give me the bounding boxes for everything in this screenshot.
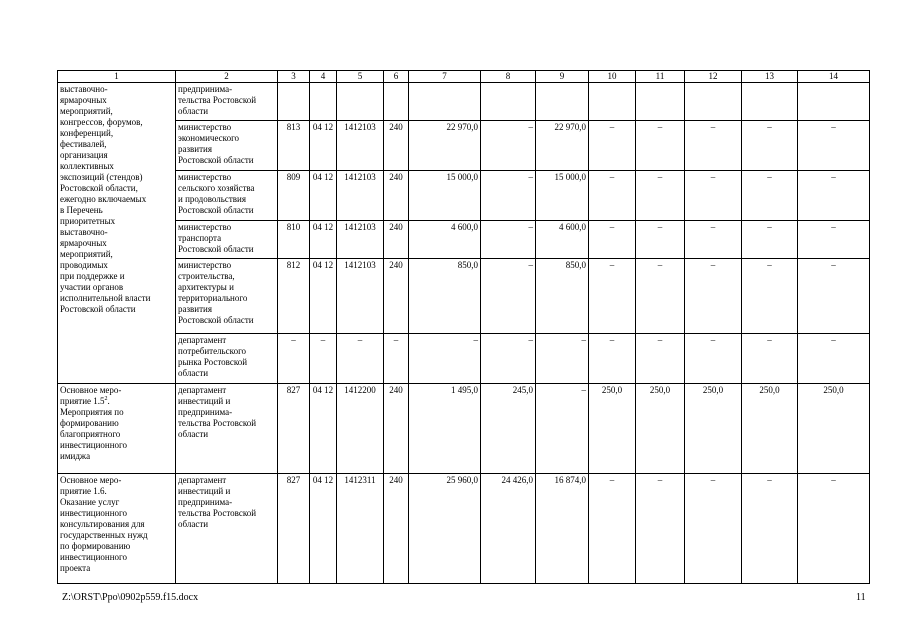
value-cell: 04 12	[310, 121, 337, 171]
table-row	[58, 121, 870, 171]
col-header: 7	[409, 71, 481, 83]
value-cell: –	[742, 334, 798, 384]
value-cell: 240	[384, 171, 409, 221]
value-cell: 04 12	[310, 474, 337, 584]
value-cell: –	[636, 334, 685, 384]
value-cell: –	[536, 334, 589, 384]
value-cell: –	[278, 334, 310, 384]
table-row	[58, 171, 870, 221]
value-cell	[589, 83, 636, 121]
value-cell: 24 426,0	[481, 474, 536, 584]
budget-table	[57, 70, 870, 584]
event-name-cell: Основное меро- приятие $1.5^2$. Мероприятия по формированию благоприятного инвестиционного имиджа	[58, 384, 176, 474]
table-row	[58, 384, 870, 474]
value-cell: –	[798, 474, 870, 584]
value-cell: 250,0	[742, 384, 798, 474]
executor-cell: предпринима- тельства Ростовской области	[176, 83, 278, 121]
value-cell: –	[636, 259, 685, 334]
value-cell: 15 000,0	[536, 171, 589, 221]
value-cell: –	[685, 221, 742, 259]
executor-cell: министерство транспорта Ростовской области	[176, 221, 278, 259]
value-cell: 250,0	[636, 384, 685, 474]
value-cell: –	[798, 259, 870, 334]
value-cell: 827	[278, 474, 310, 584]
value-cell: –	[589, 121, 636, 171]
value-cell	[481, 83, 536, 121]
value-cell	[636, 83, 685, 121]
header-row	[58, 71, 870, 83]
value-cell: –	[481, 171, 536, 221]
footnote-mark: 2	[104, 396, 108, 402]
table-row	[58, 83, 870, 121]
table-row	[58, 221, 870, 259]
value-cell: –	[685, 259, 742, 334]
value-cell: –	[742, 474, 798, 584]
value-cell: 1 495,0	[409, 384, 481, 474]
value-cell: –	[798, 121, 870, 171]
col-header: 10	[589, 71, 636, 83]
value-cell: –	[481, 334, 536, 384]
value-cell: –	[636, 474, 685, 584]
value-cell: –	[589, 221, 636, 259]
value-cell: 809	[278, 171, 310, 221]
value-cell: 4 600,0	[536, 221, 589, 259]
file-path: Z:\ORST\Ppo\0902p559.f15.docx	[62, 592, 199, 603]
value-cell: 1412103	[337, 259, 384, 334]
col-header: 14	[798, 71, 870, 83]
col-header: 3	[278, 71, 310, 83]
value-cell	[384, 83, 409, 121]
value-cell: 812	[278, 259, 310, 334]
value-cell: 850,0	[409, 259, 481, 334]
value-cell: 240	[384, 221, 409, 259]
value-cell: 04 12	[310, 259, 337, 334]
value-cell	[685, 83, 742, 121]
value-cell: –	[798, 221, 870, 259]
value-cell: –	[589, 259, 636, 334]
col-header: 5	[337, 71, 384, 83]
page-number: 11	[856, 592, 866, 603]
col-header: 1	[58, 71, 176, 83]
value-cell: –	[636, 121, 685, 171]
executor-cell: министерство сельского хозяйства и продовольствия Ростовской области	[176, 171, 278, 221]
value-cell: –	[409, 334, 481, 384]
value-cell: 1412311	[337, 474, 384, 584]
table-row	[58, 334, 870, 384]
value-cell: –	[481, 221, 536, 259]
value-cell: 4 600,0	[409, 221, 481, 259]
value-cell	[337, 83, 384, 121]
value-cell: 850,0	[536, 259, 589, 334]
value-cell: 810	[278, 221, 310, 259]
value-cell: –	[742, 171, 798, 221]
value-cell: –	[742, 121, 798, 171]
value-cell: –	[384, 334, 409, 384]
value-cell: 04 12	[310, 171, 337, 221]
value-cell: 1412103	[337, 221, 384, 259]
value-cell	[310, 83, 337, 121]
col-header: 6	[384, 71, 409, 83]
col-header: 2	[176, 71, 278, 83]
value-cell: –	[685, 334, 742, 384]
value-cell: 250,0	[589, 384, 636, 474]
value-cell: 22 970,0	[409, 121, 481, 171]
value-cell: 04 12	[310, 384, 337, 474]
value-cell: 240	[384, 259, 409, 334]
value-cell: –	[337, 334, 384, 384]
col-header: 8	[481, 71, 536, 83]
table-row	[58, 474, 870, 584]
value-cell: –	[589, 474, 636, 584]
executor-cell: департамент инвестиций и предпринима- тельства Ростовской области	[176, 474, 278, 584]
value-cell: –	[685, 121, 742, 171]
value-cell: 250,0	[685, 384, 742, 474]
col-header: 12	[685, 71, 742, 83]
value-cell: –	[798, 171, 870, 221]
executor-cell: министерство экономического развития Ростовской области	[176, 121, 278, 171]
col-header: 9	[536, 71, 589, 83]
value-cell: –	[636, 171, 685, 221]
value-cell: 245,0	[481, 384, 536, 474]
value-cell: –	[685, 474, 742, 584]
value-cell: 1412103	[337, 171, 384, 221]
executor-cell: министерство строительства, архитектуры и территориального развития Ростовской области	[176, 259, 278, 334]
value-cell: 25 960,0	[409, 474, 481, 584]
value-cell	[409, 83, 481, 121]
value-cell: –	[742, 221, 798, 259]
value-cell: –	[481, 259, 536, 334]
value-cell: –	[536, 384, 589, 474]
value-cell: –	[481, 121, 536, 171]
value-cell: –	[798, 334, 870, 384]
value-cell: 04 12	[310, 221, 337, 259]
value-cell: 240	[384, 121, 409, 171]
value-cell: –	[310, 334, 337, 384]
event-name-cell: выставочно- ярмарочных мероприятий, конгрессов, форумов, конференций, фестивалей, организация коллективных экспозиций (стендов) Ростовской области, ежегодно включаемых в Перечень приоритетных выставочно- ярмарочных мероприятий, проводимых при поддержке и участии органов исполнительной власти Ростовской области	[58, 83, 176, 384]
value-cell	[536, 83, 589, 121]
col-header: 11	[636, 71, 685, 83]
value-cell: 22 970,0	[536, 121, 589, 171]
value-cell: 250,0	[798, 384, 870, 474]
value-cell: 16 874,0	[536, 474, 589, 584]
executor-cell: департамент инвестиций и предпринима- тельства Ростовской области	[176, 384, 278, 474]
value-cell: –	[589, 334, 636, 384]
value-cell: 827	[278, 384, 310, 474]
value-cell: –	[589, 171, 636, 221]
value-cell: 15 000,0	[409, 171, 481, 221]
executor-cell: департамент потребительского рынка Ростовской области	[176, 334, 278, 384]
value-cell: 813	[278, 121, 310, 171]
col-header: 4	[310, 71, 337, 83]
event-name-cell: Основное меро- приятие 1.6. Оказание услуг инвестиционного консультирования для государственных нужд по формированию инвестиционного проекта	[58, 474, 176, 584]
value-cell: 1412200	[337, 384, 384, 474]
col-header: 13	[742, 71, 798, 83]
value-cell	[278, 83, 310, 121]
value-cell: –	[636, 221, 685, 259]
value-cell	[798, 83, 870, 121]
value-cell: 240	[384, 474, 409, 584]
value-cell: –	[685, 171, 742, 221]
value-cell	[742, 83, 798, 121]
value-cell: 240	[384, 384, 409, 474]
table-row	[58, 259, 870, 334]
value-cell: –	[742, 259, 798, 334]
value-cell: 1412103	[337, 121, 384, 171]
